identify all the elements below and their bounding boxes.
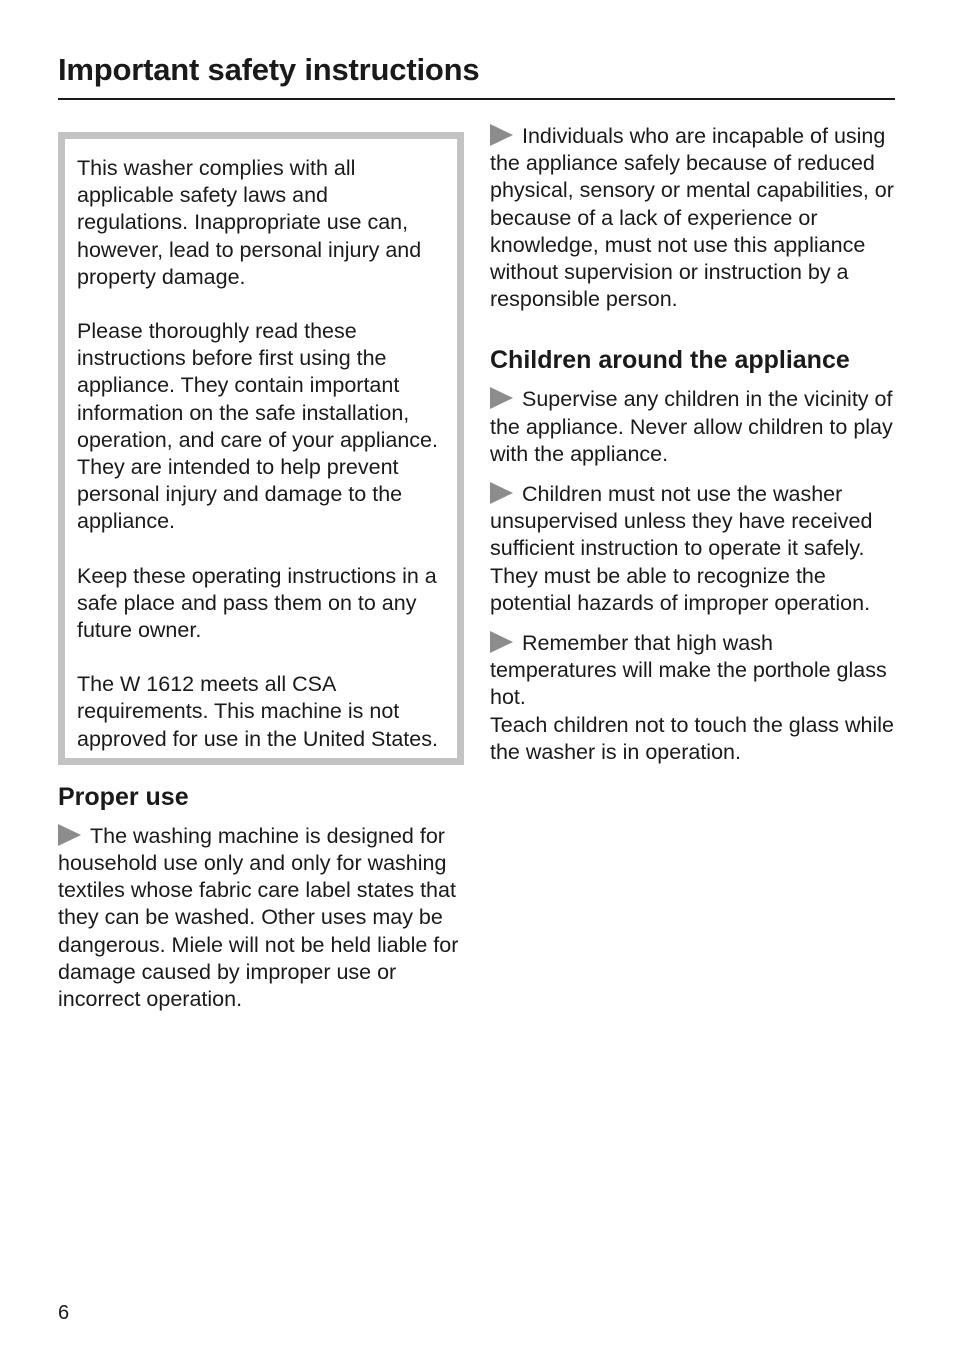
children-followup: Teach children not to touch the glass while the washer is in operation. — [490, 712, 894, 764]
right-column — [490, 123, 900, 766]
safety-notice-box — [58, 132, 464, 765]
children-item-text: Supervise any children in the vicinity of the appliance. Never allow children to play with the appliance. — [490, 387, 893, 466]
children-item — [490, 386, 900, 468]
proper-use-text: The washing machine is designed for household use only and only for washing textiles whose fabric care label states that they can be washed. Other uses may be dangerous. Miele will not be held liable for damage caused by improper use or incorrect operation. — [58, 823, 459, 1012]
children-item — [490, 481, 900, 617]
triangle-right-icon — [58, 824, 81, 846]
notice-paragraph: Please thoroughly read these instructions before first using the appliance. They contain important information on the safe installation, operation, and care of your appliance. They are intended to help prevent personal injury and damage to the appliance. — [77, 319, 438, 534]
triangle-right-icon — [490, 124, 513, 146]
notice-paragraph: The W 1612 meets all CSA requirements. This machine is not approved for use in the United States. — [77, 672, 438, 751]
children-heading: Children around the appliance — [490, 346, 850, 375]
children-item — [490, 630, 900, 712]
children-item-text: Remember that high wash temperatures will make the porthole glass hot. — [490, 631, 887, 710]
capability-text: Individuals who are incapable of using the appliance safely because of reduced physical, sensory or mental capabilities, or because of a lack of experience or knowledge, must not use this appliance without supervision or instruction by a responsible person. — [490, 124, 894, 312]
notice-paragraph: Keep these operating instructions in a safe place and pass them on to any future owner. — [77, 563, 437, 643]
triangle-right-icon — [490, 387, 513, 409]
page-number: 6 — [58, 1302, 70, 1324]
children-item-text: Children must not use the washer unsupervised unless they have received sufficient instruction to operate it safely. They must be able to recognize the potential hazards of improper operation. — [490, 482, 873, 615]
triangle-right-icon — [490, 631, 513, 653]
page-title: Important safety instructions — [58, 52, 480, 87]
title-divider — [58, 98, 895, 100]
proper-use-item — [58, 823, 464, 1013]
proper-use-heading: Proper use — [58, 782, 189, 811]
notice-paragraph: This washer complies with all applicable safety laws and regulations. Inappropriate use can, however, lead to personal injury and property damage. — [77, 156, 422, 289]
capability-item — [490, 123, 900, 313]
triangle-right-icon — [490, 482, 513, 504]
left-column — [58, 132, 464, 1026]
